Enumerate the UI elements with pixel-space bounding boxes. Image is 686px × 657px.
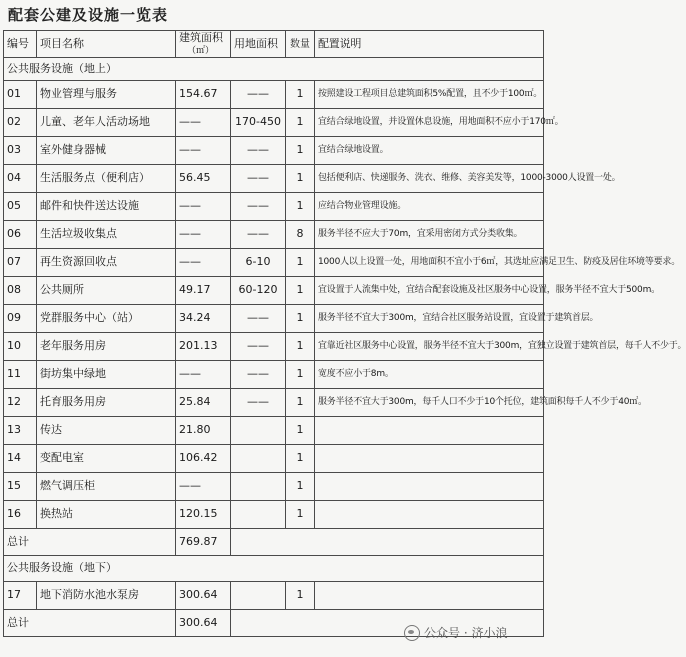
row-land: —— [231,81,286,109]
header-desc: 配置说明 [315,31,544,58]
row-name: 公共厕所 [37,277,176,305]
row-qty: 1 [286,473,315,501]
row-no: 13 [4,417,37,445]
row-no: 16 [4,501,37,529]
table-row [4,361,544,389]
row-land: —— [231,361,286,389]
row-area: —— [176,137,231,165]
row-desc [315,473,544,501]
row-area: —— [176,109,231,137]
table-row [4,221,544,249]
row-desc [315,417,544,445]
table-row [4,193,544,221]
table-row [4,277,544,305]
row-desc: 服务半径不宜大于300m，每千人口不少于10个托位，建筑面积每千人不少于40㎡。 [315,389,544,417]
table-row [4,417,544,445]
row-land: 6-10 [231,249,286,277]
table-row [4,582,544,610]
row-no: 07 [4,249,37,277]
row-land: —— [231,193,286,221]
row-no: 08 [4,277,37,305]
table-row [4,333,544,361]
row-desc: 宜靠近社区服务中心设置，服务半径不宜大于300m，宜独立设置于建筑首层，每千人不少于。 [315,333,544,361]
row-area: —— [176,193,231,221]
row-area: 201.13 [176,333,231,361]
row-name: 生活服务点（便利店） [37,165,176,193]
row-no: 12 [4,389,37,417]
row-name: 燃气调压柜 [37,473,176,501]
row-area: 21.80 [176,417,231,445]
row-land [231,582,286,610]
row-qty: 1 [286,582,315,610]
row-land [231,445,286,473]
row-name: 室外健身器械 [37,137,176,165]
row-qty: 1 [286,165,315,193]
row-name: 老年服务用房 [37,333,176,361]
row-no: 09 [4,305,37,333]
header-land: 用地面积 [231,31,286,58]
row-no: 15 [4,473,37,501]
row-qty: 8 [286,221,315,249]
row-land: 170-450 [231,109,286,137]
section-below-row [4,556,544,582]
row-no: 02 [4,109,37,137]
row-name: 党群服务中心（站） [37,305,176,333]
row-area: 34.24 [176,305,231,333]
watermark [404,624,507,641]
row-qty: 1 [286,249,315,277]
row-area: 49.17 [176,277,231,305]
row-no: 03 [4,137,37,165]
header-no: 编号 [4,31,37,58]
row-qty: 1 [286,193,315,221]
watermark-text: 公众号 · 济小浪 [424,626,508,640]
row-desc [315,582,544,610]
row-no: 17 [4,582,37,610]
row-qty: 1 [286,137,315,165]
row-land: —— [231,305,286,333]
facilities-table [3,30,686,637]
row-area: 25.84 [176,389,231,417]
total-above-row [4,529,544,556]
section-above-row [4,58,544,81]
total-value: 769.87 [176,529,231,556]
table-row [4,249,544,277]
section-above-label: 公共服务设施（地上） [4,58,544,81]
row-no: 01 [4,81,37,109]
row-land [231,417,286,445]
table-row [4,165,544,193]
row-qty: 1 [286,417,315,445]
section-below-label: 公共服务设施（地下） [4,556,544,582]
row-land: —— [231,221,286,249]
row-qty: 1 [286,333,315,361]
row-area: —— [176,473,231,501]
row-no: 11 [4,361,37,389]
row-land: —— [231,333,286,361]
row-desc: 1000人以上设置一处，用地面积不宜小于6㎡，其选址应满足卫生、防疫及居住环境等要求。 [315,249,544,277]
row-name: 传达 [37,417,176,445]
wechat-icon [404,625,420,641]
table-row [4,305,544,333]
row-desc: 包括便利店、快递服务、洗衣、维修、美容美发等，1000-3000人设置一处。 [315,165,544,193]
row-desc: 宜设置于人流集中处，宜结合配套设施及社区服务中心设置，服务半径不宜大于500m。 [315,277,544,305]
row-land: 60-120 [231,277,286,305]
row-qty: 1 [286,109,315,137]
header-row [4,31,544,58]
row-name: 换热站 [37,501,176,529]
row-desc: 服务半径不宜大于300m，宜结合社区服务站设置，宜设置于建筑首层。 [315,305,544,333]
header-qty: 数量 [286,31,315,58]
total-label: 总计 [4,529,176,556]
row-qty: 1 [286,81,315,109]
row-name: 再生资源回收点 [37,249,176,277]
row-desc: 宜结合绿地设置。 [315,137,544,165]
row-qty: 1 [286,445,315,473]
row-area: 120.15 [176,501,231,529]
header-name: 项目名称 [37,31,176,58]
row-qty: 1 [286,305,315,333]
row-land: —— [231,137,286,165]
row-name: 街坊集中绿地 [37,361,176,389]
row-desc: 宜结合绿地设置，并设置休息设施，用地面积不应小于170㎡。 [315,109,544,137]
row-name: 生活垃圾收集点 [37,221,176,249]
row-area: —— [176,249,231,277]
row-land: —— [231,165,286,193]
total-value: 300.64 [176,610,231,637]
row-desc: 按照建设工程项目总建筑面积5%配置，且不少于100㎡。 [315,81,544,109]
row-qty: 1 [286,361,315,389]
row-land [231,501,286,529]
table-title: 配套公建及设施一览表 [8,6,169,24]
row-land: —— [231,389,286,417]
row-no: 06 [4,221,37,249]
row-desc [315,501,544,529]
row-no: 10 [4,333,37,361]
row-qty: 1 [286,277,315,305]
row-desc: 宽度不应小于8m。 [315,361,544,389]
row-no: 05 [4,193,37,221]
row-area: —— [176,221,231,249]
row-desc: 服务半径不应大于70m，宜采用密闭方式分类收集。 [315,221,544,249]
row-no: 14 [4,445,37,473]
row-area: —— [176,361,231,389]
header-area-label: 建筑面积 [179,30,223,44]
table-row [4,81,544,109]
row-area: 106.42 [176,445,231,473]
table-row [4,137,544,165]
row-area: 300.64 [176,582,231,610]
row-name: 邮件和快件送达设施 [37,193,176,221]
row-desc: 应结合物业管理设施。 [315,193,544,221]
total-empty [231,529,544,556]
row-desc [315,445,544,473]
row-name: 变配电室 [37,445,176,473]
row-area: 56.45 [176,165,231,193]
table-row [4,389,544,417]
row-name: 托育服务用房 [37,389,176,417]
header-area-unit: （㎡） [187,45,215,56]
row-qty: 1 [286,389,315,417]
header-area [176,31,231,58]
row-area: 154.67 [176,81,231,109]
row-name: 儿童、老年人活动场地 [37,109,176,137]
table-row [4,445,544,473]
row-name: 物业管理与服务 [37,81,176,109]
row-land [231,473,286,501]
table-row [4,501,544,529]
total-label: 总计 [4,610,176,637]
row-no: 04 [4,165,37,193]
table-row [4,109,544,137]
row-name: 地下消防水池水泵房 [37,582,176,610]
row-qty: 1 [286,501,315,529]
table-row [4,473,544,501]
